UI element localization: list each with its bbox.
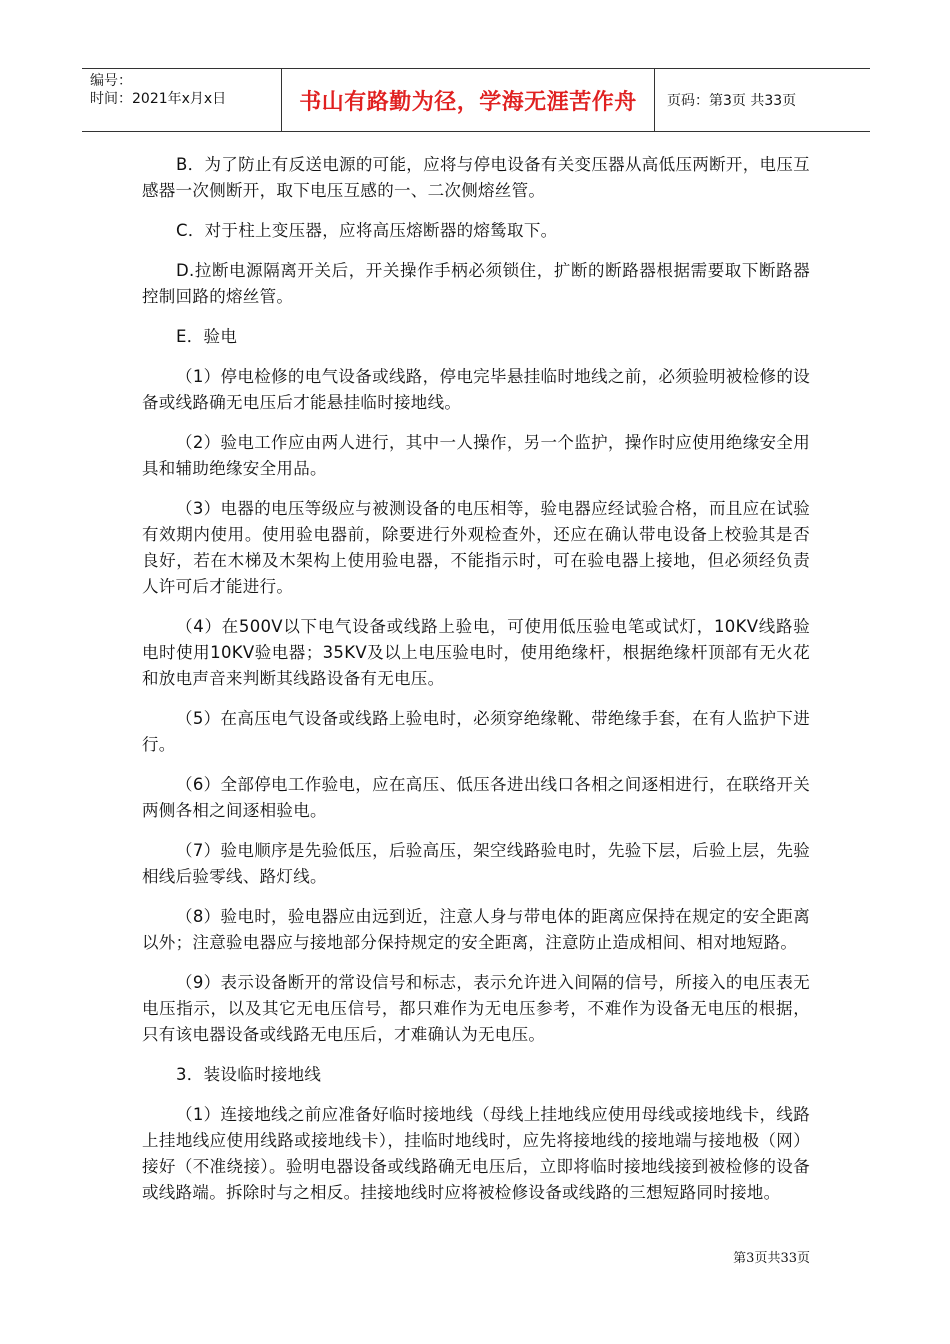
paragraph-e6: （6）全部停电工作验电，应在高压、低压各进出线口各相之间逐相进行，在联络开关两侧各相之间逐相验电。 (142, 775, 810, 820)
paragraph-e4: （4）在500V以下电气设备或线路上验电，可使用低压验电笔或试灯，10KV线路验电时使用10KV验电器；35KV及以上电压验电时，使用绝缘杆，根据绝缘杆顶部有无火花和放电声音来判断其线路设备有无电压。 (142, 617, 810, 688)
header-motto: 书山有路勤为径，学海无涯苦作舟 (282, 69, 655, 131)
header-meta (82, 69, 282, 131)
number-label: 编号： (90, 73, 132, 89)
paragraph-e5: （5）在高压电气设备或线路上验电时，必须穿绝缘靴、带绝缘手套，在有人监护下进行。 (142, 709, 810, 754)
footer-page-number: 第3页共33页 (733, 1251, 810, 1266)
paragraph-e3: （3）电器的电压等级应与被测设备的电压相等，验电器应经试验合格，而且应在试验有效期内使用。使用验电器前，除要进行外观检查外，还应在确认带电设备上校验其是否良好，若在木梯及木架构上使用验电器，不能指示时，可在验电器上接地，但必须经负责人许可后才能进行。 (142, 499, 810, 596)
paragraph-e8: （8）验电时，验电器应由远到近，注意人身与带电体的距离应保持在规定的安全距离以外；注意验电器应与接地部分保持规定的安全距离，注意防止造成相间、相对地短路。 (142, 907, 810, 952)
section-3-heading: 3．装设临时接地线 (176, 1065, 322, 1084)
paragraph-e-heading: E．验电 (176, 327, 238, 346)
paragraph-d: D.拉断电源隔离开关后，开关操作手柄必须锁住，扩断的断路器根据需要取下断路器控制回路的熔丝管。 (142, 261, 810, 306)
paragraph-e2: （2）验电工作应由两人进行，其中一人操作，另一个监护，操作时应使用绝缘安全用具和辅助绝缘安全用品。 (142, 433, 810, 478)
paragraph-e1: （1）停电检修的电气设备或线路，停电完毕悬挂临时地线之前，必须验明被检修的设备或线路确无电压后才能悬挂临时接地线。 (142, 367, 810, 412)
document-body (142, 152, 810, 1220)
paragraph-b: B．为了防止有反送电源的可能，应将与停电设备有关变压器从高低压两断开，电压互感器一次侧断开，取下电压互感的一、二次侧熔丝管。 (142, 155, 810, 200)
header-page-label: 页码：第3页 共33页 (667, 93, 797, 109)
paragraph-3-1: （1）连接地线之前应准备好临时接地线（母线上挂地线应使用母线或接地线卡，线路上挂地线应使用线路或接地线卡），挂临时地线时，应先将接地线的接地端与接地极（网）接好（不准绕接）。验明电器设备或线路确无电压后，立即将临时接地线接到被检修的设备或线路端。拆除时与之相反。挂接地线时应将被检修设备或线路的三想短路同时接地。 (142, 1105, 810, 1202)
paragraph-e7: （7）验电顺序是先验低压，后验高压，架空线路验电时，先验下层，后验上层，先验相线后验零线、路灯线。 (142, 841, 810, 886)
paragraph-e9: （9）表示设备断开的常设信号和标志，表示允许进入间隔的信号，所接入的电压表无电压指示，以及其它无电压信号，都只难作为无电压参考，不难作为设备无电压的根据，只有该电器设备或线路无电压后，才难确认为无电压。 (142, 973, 810, 1044)
paragraph-c: C．对于柱上变压器，应将高压熔断器的熔鸶取下。 (176, 221, 558, 240)
time-label: 时间：2021年x月x日 (90, 91, 227, 107)
header-table (82, 68, 870, 132)
